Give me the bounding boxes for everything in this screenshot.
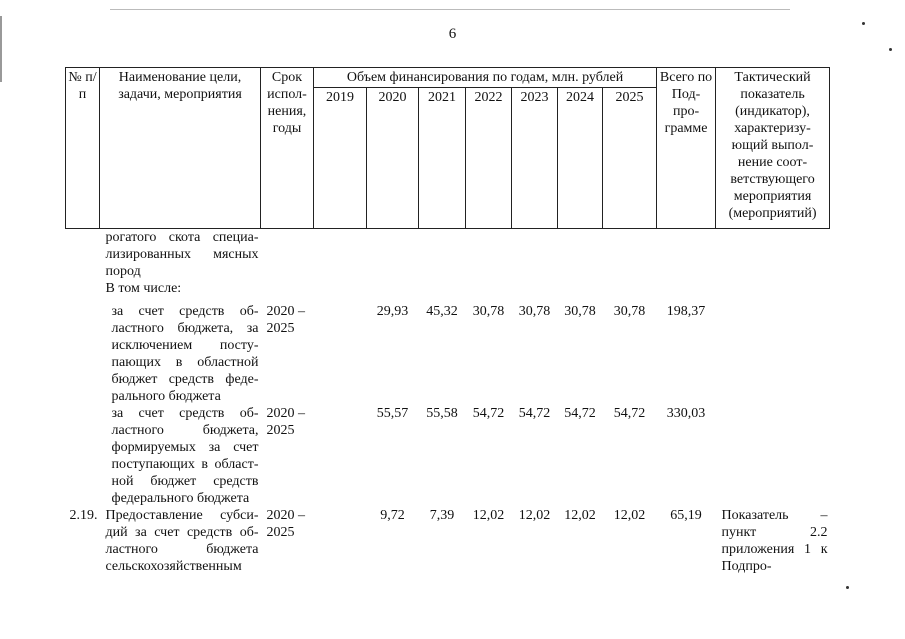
row-total: 65,19 — [670, 508, 702, 523]
header-year: 2024 — [558, 88, 603, 229]
scan-speck — [889, 48, 892, 51]
row-term: 2020 – 2025 — [266, 304, 305, 336]
header-term: Срок испол-нения, годы — [261, 68, 314, 229]
header-year: 2019 — [314, 88, 367, 229]
row-term: 2020 – 2025 — [266, 406, 305, 438]
row-value: 54,72 — [613, 406, 646, 421]
header-indicator: Тактический показатель (индикатор), характеризу-ющий выпол-нение соот-ветствующего мероприятия (мероприятий) — [716, 68, 830, 229]
scan-speck — [846, 586, 849, 589]
scan-speck — [862, 22, 865, 25]
row-value: 30,78 — [613, 304, 646, 319]
row-num — [66, 280, 100, 303]
row-value: 7,39 — [429, 508, 455, 523]
table-row — [66, 405, 830, 507]
row-value: 12,02 — [564, 508, 596, 523]
row-value: 54,72 — [518, 406, 551, 421]
row-value — [314, 507, 367, 575]
row-value: 30,78 — [518, 304, 551, 319]
header-row-1 — [66, 68, 830, 88]
row-value — [314, 303, 367, 405]
row-value: 55,58 — [426, 406, 458, 421]
table-row — [66, 303, 830, 405]
row-value — [314, 405, 367, 507]
header-year: 2022 — [466, 88, 512, 229]
table-row — [66, 229, 830, 281]
header-name: Наименование цели, задачи, мероприятия — [100, 68, 261, 229]
row-term: 2020 – 2025 — [266, 508, 305, 540]
row-total: 330,03 — [666, 406, 706, 421]
row-name: за счет средств об-ластного бюджета, за исключением посту-пающих в областной бюджет средств феде-рального бюджета — [111, 304, 259, 404]
row-value: 54,72 — [564, 406, 596, 421]
row-name: В том числе: — [105, 281, 182, 296]
row-value: 29,93 — [376, 304, 409, 319]
row-term — [261, 229, 314, 281]
row-value: 9,72 — [380, 508, 405, 523]
row-value: 12,02 — [518, 508, 551, 523]
row-value: 55,57 — [376, 406, 409, 421]
row-name: Предоставление субси-дий за счет средств об-ластного бюджета сельскохозяйственным — [105, 508, 259, 574]
row-value: 30,78 — [564, 304, 596, 319]
row-total: 198,37 — [666, 304, 706, 319]
header-year: 2025 — [603, 88, 657, 229]
header-year: 2021 — [419, 88, 466, 229]
row-name: рогатого скота специа-лизированных мясных пород — [105, 230, 259, 279]
row-num — [66, 405, 100, 507]
header-num: № п/п — [66, 68, 100, 229]
row-num — [66, 303, 100, 405]
row-indicator — [716, 303, 830, 405]
row-value: 30,78 — [472, 304, 505, 319]
row-indicator: Показатель – пункт 2.2 приложения 1 к Подпро- — [721, 508, 828, 574]
row-name: за счет средств об-ластного бюджета, формируемых за счет поступающих в област-ной бюджет средств федерального бюджета — [111, 406, 259, 506]
header-funding: Объем финансирования по годам, млн. рублей — [314, 68, 657, 88]
header-total: Всего по Под-про-грамме — [657, 68, 716, 229]
table-row — [66, 280, 830, 303]
row-num: 2.19. — [69, 508, 98, 523]
scan-top-rule — [110, 9, 790, 10]
row-value: 54,72 — [472, 406, 505, 421]
row-indicator — [716, 405, 830, 507]
row-value: 12,02 — [472, 508, 505, 523]
funding-table — [65, 67, 830, 575]
table-row — [66, 507, 830, 575]
row-value: 45,32 — [426, 304, 458, 319]
row-num — [66, 229, 100, 281]
header-year: 2023 — [512, 88, 558, 229]
row-value: 12,02 — [613, 508, 646, 523]
header-year: 2020 — [367, 88, 419, 229]
page-number: 6 — [448, 26, 457, 42]
